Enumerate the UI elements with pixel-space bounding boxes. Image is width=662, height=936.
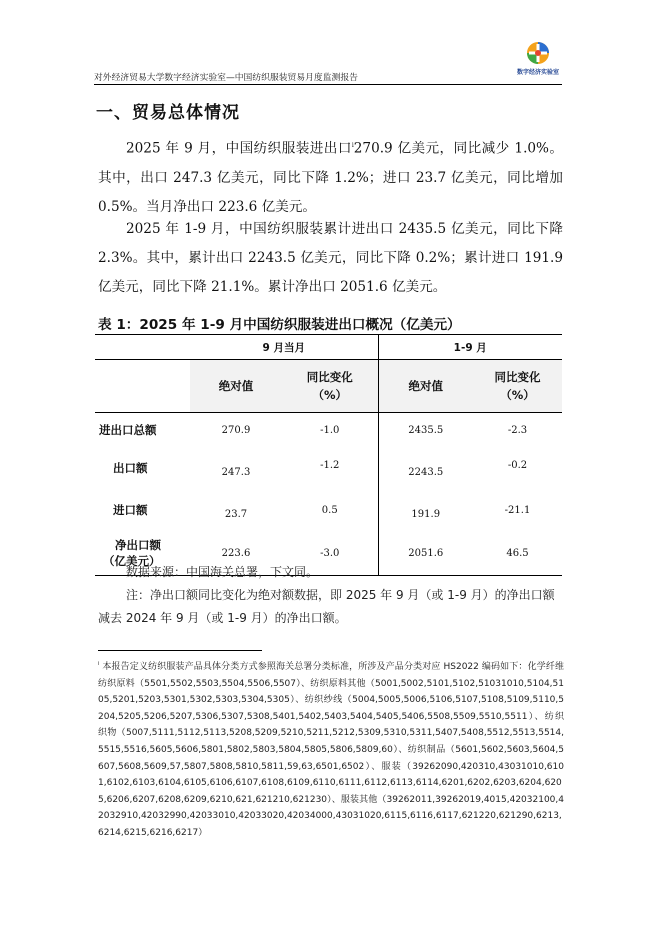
section-title: 一、贸易总体情况 bbox=[96, 103, 240, 123]
cell-ytd-yoy: -2.3 bbox=[507, 424, 528, 436]
cell-month-yoy: 0.5 bbox=[321, 504, 338, 516]
table-row bbox=[95, 447, 562, 489]
group-header-ytd: 1-9 月 bbox=[378, 335, 562, 360]
data-source-text: 数据来源：中国海关总署，下文同。 bbox=[126, 565, 319, 579]
table-group-header-row bbox=[95, 335, 562, 360]
cell-ytd-abs: 2243.5 bbox=[378, 447, 473, 489]
net-export-note-text: 注：净出口额同比变化为绝对额数据，即 2025 年 9 月（或 1-9 月）的净出口额减去 2024 年 9 月（或 1-9 月）的净出口额。 bbox=[98, 588, 555, 625]
footnote-text: 本报告定义纺织服装产品具体分类方式参照海关总署分类标准，所涉及产品分类对应 HS2022 编码如下：化学纤维纺织原料（5501,5502,5503,5504,5506,5507）、纺织原料其他（5001,5002,5101,5102,51031010,5104,5105,5201,5203,5301,5302,5303,5304,5305）、纺织纱线（5004,5005,5006,5106,5107,5108,5109,5110,5204,5205,5206,5207,5306,5307,5308,5401,5402,5403,5404,5405,5406,5508,5509,5510,5511）、纺织织物（5007,5111,5112,5113,5208,5209,5210,5211,5212,5309,5310,5311,5407,5408,5512,5513,5514,5515,5516,5605,5606,5801,5802,5803,5804,5805,5806,5809,60）、纺织制品（5601,5602,5603,5604,5607,5608,5609,57,5807,5808,5810,5811,59,63,6501,6502）、服装（39262090,420310,43031010,6101,6102,6103,6104,6105,6106,6107,6108,6109,6110,6111,6112,6113,6114,6201,6202,6203,6204,6205,6206,6207,6208,6209,6210,621,621210,621230）、服装其他（39262011,39262019,4015,42032100,42032910,42032990,42033010,42033020,42034000,43031020,6115,6116,6117,621220,621290,6213,6214,6215,6216,6217） bbox=[98, 662, 564, 838]
col-header-month-yoy bbox=[282, 360, 378, 413]
cell-ytd-abs: 191.9 bbox=[378, 489, 473, 531]
col-header-yoy-line1: 同比变化 bbox=[306, 370, 353, 384]
paragraph-ytd bbox=[98, 215, 563, 302]
cell-month-abs: 23.7 bbox=[224, 508, 248, 520]
cell-ytd-abs: 2051.6 bbox=[378, 531, 473, 576]
net-export-note bbox=[98, 584, 563, 630]
table-title: 表 1：2025 年 1-9 月中国纺织服装进出口概况（亿美元） bbox=[98, 317, 461, 333]
col-header-month-abs: 绝对值 bbox=[190, 360, 282, 413]
cell-month-abs: 223.6 bbox=[190, 531, 282, 576]
footnote bbox=[98, 656, 564, 842]
trade-summary-table bbox=[95, 334, 562, 576]
group-header-month: 9 月当月 bbox=[190, 335, 378, 360]
row-label: 进口额 bbox=[113, 503, 148, 517]
row-label-line1: 净出口额 bbox=[115, 538, 161, 552]
paragraph-monthly-part2: 270.9 亿美元，同比减少 1.0%。其中，出口 247.3 亿美元，同比下降 1.2%；进口 23.7 亿美元，同比增加 0.5%。当月净出口 223.6 亿美元。 bbox=[98, 140, 563, 215]
globe-logo-icon bbox=[525, 40, 551, 66]
data-source-note bbox=[98, 561, 563, 584]
lab-logo bbox=[512, 40, 564, 84]
col-header-yoy-line2: （%） bbox=[500, 388, 535, 402]
footnote-marker: i bbox=[98, 661, 100, 667]
row-label: 进出口总额 bbox=[99, 423, 157, 437]
cell-month-abs: 270.9 bbox=[221, 424, 251, 436]
col-header-ytd-abs: 绝对值 bbox=[378, 360, 473, 413]
table-corner-cell bbox=[95, 335, 190, 360]
logo-text: 数字经济实验室 bbox=[516, 69, 559, 76]
paragraph-monthly bbox=[98, 131, 563, 222]
cell-month-yoy: -1.2 bbox=[320, 459, 340, 471]
table-column-header-row bbox=[95, 360, 562, 413]
row-label: 出口额 bbox=[113, 461, 148, 475]
paragraph-monthly-part1: 2025 年 9 月，中国纺织服装进出口 bbox=[126, 140, 352, 157]
col-header-ytd-yoy bbox=[473, 360, 562, 413]
report-header-title: 对外经济贸易大学数字经济实验室—中国纺织服装贸易月度监测报告 bbox=[94, 73, 358, 83]
row-label-line2: （亿美元） bbox=[103, 554, 161, 568]
cell-ytd-abs: 2435.5 bbox=[378, 413, 473, 448]
header-rule bbox=[94, 84, 562, 85]
cell-month-yoy: -3.0 bbox=[282, 531, 378, 576]
cell-month-yoy: -1.0 bbox=[320, 424, 340, 436]
table-row bbox=[95, 413, 562, 448]
col-header-yoy-line1: 同比变化 bbox=[494, 370, 541, 384]
footnote-ref: i bbox=[351, 142, 354, 149]
paragraph-ytd-text: 2025 年 1-9 月，中国纺织服装累计进出口 2435.5 亿美元，同比下降 2.3%。其中，累计出口 2243.5 亿美元，同比下降 0.2%；累计进口 191.9 亿美元，同比下降 21.1%。累计净出口 2051.6 亿美元。 bbox=[98, 221, 563, 295]
cell-ytd-yoy: 46.5 bbox=[473, 531, 562, 576]
table-row bbox=[95, 489, 562, 531]
cell-month-abs: 247.3 bbox=[221, 466, 251, 478]
cell-ytd-yoy: -21.1 bbox=[504, 504, 531, 516]
footnote-rule bbox=[98, 650, 262, 651]
table-corner-cell-2 bbox=[95, 360, 190, 413]
col-header-yoy-line2: （%） bbox=[312, 388, 348, 402]
cell-ytd-yoy: -0.2 bbox=[507, 459, 528, 471]
